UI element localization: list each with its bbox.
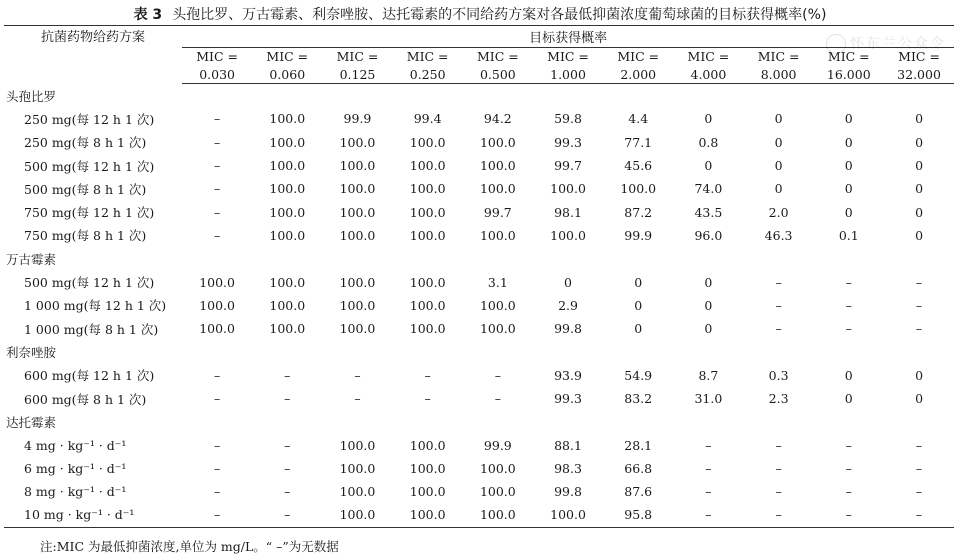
table-row	[4, 503, 954, 527]
mic-value: 16.000	[814, 65, 884, 84]
table-row	[4, 107, 954, 130]
probability-cell: 100.0	[479, 158, 516, 174]
probability-cell: 100.0	[339, 484, 376, 500]
regimen-label: 500 mg(每 12 h 1 次)	[24, 158, 155, 174]
probability-cell: 0	[634, 321, 643, 337]
probability-cell: 2.3	[768, 391, 789, 406]
probability-cell: 2.0	[768, 204, 789, 220]
probability-cell: 100.0	[409, 158, 446, 174]
probability-cell: –	[354, 367, 361, 383]
probability-cell: 0	[844, 181, 853, 197]
mic-prefix: MIC =	[547, 49, 589, 64]
mic-value: 8.000	[744, 65, 814, 84]
probability-cell: –	[915, 297, 923, 313]
table-caption	[0, 4, 960, 24]
probability-cell: 99.9	[343, 111, 372, 127]
probability-cell: 8.7	[698, 367, 719, 383]
probability-cell: 45.6	[624, 158, 653, 174]
probability-cell: 100.0	[339, 274, 376, 290]
probability-cell: 100.0	[339, 437, 376, 453]
probability-cell: 100.0	[199, 297, 235, 313]
table-label: 表 3	[133, 7, 163, 23]
probability-cell: 100.0	[339, 227, 376, 243]
regimen-label: 8 mg · kg⁻¹ · d⁻¹	[24, 484, 127, 500]
watermark-text: 怀东兰公众令	[850, 36, 946, 52]
mic-prefix: MIC =	[336, 49, 379, 64]
probability-cell: 3.1	[487, 274, 508, 290]
probability-cell: 100.0	[269, 297, 306, 313]
probability-cell: 0	[564, 274, 572, 290]
regimen-label: 250 mg(每 8 h 1 次)	[24, 135, 147, 151]
mic-value: 0.125	[322, 65, 392, 84]
regimen-label: 4 mg · kg⁻¹ · d⁻¹	[24, 437, 127, 453]
regimen-label: 600 mg(每 8 h 1 次)	[24, 391, 147, 407]
group-header: 目标获得概率	[182, 26, 954, 48]
probability-cell: –	[213, 204, 221, 220]
probability-cell: 99.3	[554, 134, 582, 150]
probability-cell: 0	[915, 391, 924, 406]
mic-prefix: MIC =	[406, 49, 449, 64]
mic-value: 0.500	[463, 65, 533, 84]
probability-cell: –	[424, 367, 431, 383]
table-title: 头孢比罗、万古霉素、利奈唑胺、达托霉素的不同给药方案对各最低抑菌浓度葡萄球菌的目标获得概率(%)	[172, 7, 827, 23]
mic-prefix: MIC =	[196, 49, 238, 64]
probability-cell: –	[845, 321, 852, 337]
probability-cell: –	[775, 484, 782, 500]
probability-cell: 99.9	[624, 227, 653, 243]
probability-cell: 0	[704, 274, 713, 290]
probability-cell: 96.0	[694, 227, 723, 243]
probability-cell: –	[775, 321, 782, 337]
regimen-label: 1 000 mg(每 8 h 1 次)	[24, 321, 159, 337]
probability-cell: 0	[844, 204, 853, 220]
regimen-label: 500 mg(每 12 h 1 次)	[24, 275, 155, 291]
mic-prefix: MIC =	[687, 49, 730, 64]
probability-cell: 0	[634, 297, 643, 313]
probability-cell: –	[213, 460, 221, 476]
regimen-label: 500 mg(每 8 h 1 次)	[24, 181, 147, 197]
probability-cell: 4.4	[628, 111, 649, 127]
probability-cell: 95.8	[624, 507, 653, 523]
probability-cell: 99.8	[554, 321, 582, 337]
probability-cell: –	[845, 507, 852, 523]
probability-cell: 0.8	[698, 134, 719, 150]
mic-value: 0.250	[393, 65, 463, 84]
probability-cell: –	[915, 437, 923, 453]
probability-cell: 100.0	[409, 460, 446, 476]
probability-cell: 100.0	[479, 460, 516, 476]
table-row	[4, 131, 954, 154]
mic-value: 0.060	[252, 65, 322, 84]
probability-cell: 0	[915, 367, 924, 383]
probability-cell: 100.0	[479, 181, 516, 197]
probability-cell: 2.9	[558, 297, 578, 313]
probability-cell: –	[213, 158, 221, 174]
probability-cell: –	[284, 484, 291, 500]
table-row	[4, 433, 954, 456]
probability-cell: 100.0	[339, 507, 376, 523]
probability-cell: –	[213, 367, 221, 383]
probability-cell: –	[284, 367, 291, 383]
probability-cell: 0	[704, 297, 713, 313]
probability-cell: 0	[774, 134, 783, 150]
probability-cell: 0	[774, 158, 783, 174]
probability-cell: 0	[844, 391, 853, 406]
mic-prefix: MIC =	[617, 49, 660, 64]
probability-cell: 100.0	[409, 274, 446, 290]
probability-cell: 0	[774, 111, 783, 127]
probability-table	[4, 25, 954, 528]
table-row	[4, 387, 954, 410]
probability-cell: 93.9	[554, 367, 582, 383]
probability-cell: 83.2	[624, 391, 653, 406]
probability-cell: 0.3	[768, 367, 789, 383]
probability-cell: 100.0	[479, 134, 516, 150]
probability-cell: –	[354, 391, 361, 406]
probability-cell: –	[775, 297, 782, 313]
probability-cell: 100.0	[269, 134, 306, 150]
probability-cell: 100.0	[339, 297, 376, 313]
probability-cell: 100.0	[269, 227, 306, 243]
probability-cell: –	[845, 297, 852, 313]
probability-cell: –	[213, 181, 221, 197]
probability-cell: 74.0	[694, 181, 723, 197]
probability-cell: 98.3	[554, 460, 582, 476]
probability-cell: 100.0	[620, 181, 657, 197]
probability-cell: 87.6	[624, 484, 653, 500]
probability-cell: 94.2	[483, 111, 512, 127]
probability-cell: 0	[915, 158, 924, 174]
mic-prefix: MIC =	[476, 49, 519, 64]
probability-cell: 66.8	[624, 460, 653, 476]
probability-cell: –	[705, 437, 712, 453]
probability-cell: 0	[844, 367, 853, 383]
probability-cell: 100.0	[269, 204, 306, 220]
table-row	[4, 457, 954, 480]
probability-cell: 43.5	[694, 204, 723, 220]
probability-cell: 99.8	[554, 484, 582, 500]
probability-cell: 0	[915, 134, 924, 150]
probability-cell: 46.3	[764, 227, 793, 243]
regimen-label: 600 mg(每 12 h 1 次)	[24, 368, 155, 384]
probability-cell: 100.0	[339, 158, 376, 174]
probability-cell: 100.0	[269, 181, 306, 197]
probability-cell: 100.0	[479, 227, 516, 243]
probability-cell: 0	[915, 181, 924, 197]
table-row	[4, 224, 954, 247]
probability-cell: –	[775, 507, 782, 523]
probability-cell: 100.0	[479, 297, 516, 313]
probability-cell: 100.0	[339, 321, 376, 337]
mic-prefix: MIC =	[757, 49, 800, 64]
regimen-label: 250 mg(每 12 h 1 次)	[24, 111, 155, 127]
probability-cell: 99.7	[554, 158, 582, 174]
probability-cell: 99.3	[554, 391, 582, 406]
probability-cell: 100.0	[339, 204, 376, 220]
table-row	[4, 200, 954, 223]
probability-cell: –	[845, 460, 852, 476]
probability-cell: –	[213, 391, 221, 406]
probability-cell: 0	[915, 204, 924, 220]
probability-cell: 0	[844, 158, 853, 174]
probability-cell: 100.0	[409, 507, 446, 523]
regimen-label: 750 mg(每 8 h 1 次)	[24, 228, 147, 244]
probability-cell: –	[213, 227, 221, 243]
probability-cell: 100.0	[479, 484, 516, 500]
mic-value: 0.030	[182, 65, 252, 84]
probability-cell: –	[284, 391, 291, 406]
mic-value: 4.000	[673, 65, 743, 84]
probability-cell: 0	[915, 227, 924, 243]
probability-cell: –	[915, 321, 923, 337]
table-row	[4, 317, 954, 340]
probability-cell: 100.0	[409, 227, 446, 243]
probability-cell: –	[915, 507, 923, 523]
drug-name: 达托霉素	[6, 414, 57, 430]
probability-cell: –	[915, 484, 923, 500]
mic-value: 2.000	[603, 65, 673, 84]
row-header: 抗菌药物给药方案	[40, 30, 145, 45]
regimen-label: 750 mg(每 12 h 1 次)	[24, 205, 155, 221]
probability-cell: –	[705, 507, 712, 523]
probability-cell: 59.8	[554, 111, 582, 127]
probability-cell: 28.1	[624, 437, 653, 453]
table-footnote: 注:MIC 为最低抑菌浓度,单位为 mg/L。“ –”为无数据	[40, 539, 339, 554]
regimen-label: 6 mg · kg⁻¹ · d⁻¹	[24, 460, 127, 476]
probability-cell: –	[845, 437, 852, 453]
probability-cell: –	[775, 437, 782, 453]
probability-cell: –	[284, 437, 291, 453]
probability-cell: –	[915, 274, 923, 290]
probability-cell: 0	[774, 181, 783, 197]
probability-cell: –	[213, 437, 221, 453]
probability-cell: –	[775, 274, 782, 290]
regimen-label: 10 mg · kg⁻¹ · d⁻¹	[24, 507, 135, 523]
probability-cell: 100.0	[409, 134, 446, 150]
probability-cell: 87.2	[624, 204, 653, 220]
probability-cell: 98.1	[554, 204, 582, 220]
table-row	[4, 364, 954, 387]
probability-cell: 100.0	[409, 297, 446, 313]
probability-cell: 0	[704, 321, 713, 337]
table-row	[4, 270, 954, 293]
probability-cell: 0	[634, 274, 643, 290]
probability-cell: 100.0	[339, 134, 376, 150]
mic-value: 32.000	[884, 65, 954, 84]
probability-cell: –	[284, 460, 291, 476]
probability-cell: 54.9	[624, 367, 653, 383]
regimen-label: 1 000 mg(每 12 h 1 次)	[24, 298, 167, 314]
probability-cell: –	[705, 460, 712, 476]
probability-cell: 100.0	[269, 274, 306, 290]
probability-cell: 99.7	[483, 204, 512, 220]
probability-cell: –	[915, 460, 923, 476]
probability-cell: 0	[844, 111, 853, 127]
table-row	[4, 480, 954, 503]
probability-cell: 100.0	[339, 460, 376, 476]
probability-cell: 100.0	[409, 204, 446, 220]
probability-cell: –	[213, 111, 221, 127]
probability-cell: –	[494, 367, 501, 383]
probability-cell: 100.0	[409, 484, 446, 500]
mic-prefix: MIC =	[827, 49, 870, 64]
probability-cell: 100.0	[550, 227, 586, 243]
mic-value: 1.000	[533, 65, 603, 84]
drug-name: 利奈唑胺	[6, 344, 57, 360]
probability-cell: 99.4	[413, 111, 442, 127]
probability-cell: 0	[915, 111, 924, 127]
probability-cell: 100.0	[479, 321, 516, 337]
probability-cell: –	[775, 460, 782, 476]
probability-cell: 100.0	[269, 111, 306, 127]
probability-cell: 0	[704, 158, 713, 174]
group-row	[4, 410, 954, 433]
probability-cell: –	[705, 484, 712, 500]
probability-cell: 88.1	[554, 437, 582, 453]
probability-cell: 0	[704, 111, 713, 127]
probability-cell: –	[213, 507, 221, 523]
probability-cell: –	[284, 507, 291, 523]
probability-cell: 100.0	[269, 321, 306, 337]
probability-cell: –	[213, 484, 221, 500]
probability-cell: 100.0	[199, 321, 235, 337]
probability-cell: –	[213, 134, 221, 150]
mic-prefix: MIC =	[266, 49, 309, 64]
probability-cell: –	[494, 391, 501, 406]
probability-cell: 0	[844, 134, 853, 150]
probability-cell: 100.0	[199, 274, 235, 290]
probability-cell: 100.0	[409, 321, 446, 337]
probability-cell: 99.9	[483, 437, 512, 453]
drug-name: 头孢比罗	[6, 88, 57, 104]
group-row	[4, 84, 954, 108]
probability-cell: 100.0	[339, 181, 376, 197]
probability-cell: 100.0	[550, 181, 586, 197]
probability-cell: 0.1	[838, 227, 859, 243]
probability-cell: 100.0	[479, 507, 516, 523]
mic-prefix: MIC =	[898, 49, 940, 64]
probability-cell: 77.1	[624, 134, 653, 150]
probability-cell: 100.0	[409, 181, 446, 197]
probability-cell: 100.0	[409, 437, 446, 453]
group-row	[4, 340, 954, 363]
probability-cell: 100.0	[550, 507, 586, 523]
table-row	[4, 294, 954, 317]
probability-cell: –	[845, 274, 852, 290]
probability-cell: 31.0	[694, 391, 723, 406]
table-row	[4, 154, 954, 177]
drug-name: 万古霉素	[6, 251, 57, 267]
probability-cell: –	[845, 484, 852, 500]
group-row	[4, 247, 954, 270]
probability-cell: –	[424, 391, 431, 406]
table-row	[4, 177, 954, 200]
probability-cell: 100.0	[269, 158, 306, 174]
